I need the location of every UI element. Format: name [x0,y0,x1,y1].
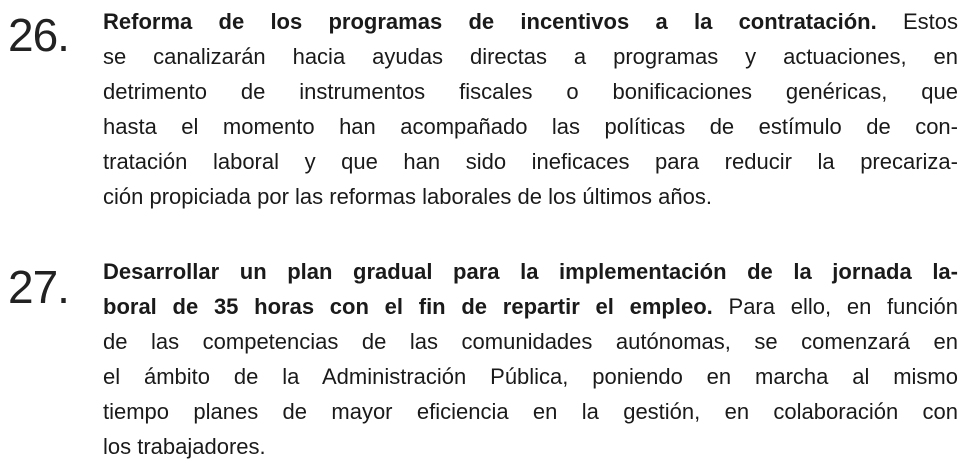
line-text: Estos [876,9,958,34]
text-line: ción propiciada por las reformas laborales de los últimos años. [103,184,712,209]
text-line: los trabajadores. [103,434,266,459]
text-line: detrimento de instrumentos fiscales o bonificaciones genéricas, que [103,79,958,104]
item-text [103,254,958,464]
item-heading: boral de 35 horas con el fin de repartir el empleo. [103,294,713,319]
text-line: se canalizarán hacia ayudas directas a programas y actuaciones, en [103,44,958,69]
text-line [103,289,958,324]
text-line: tiempo planes de mayor eficiencia en la gestión, en colaboración con [103,399,958,424]
text-line [103,254,958,289]
item-text [103,4,958,214]
text-line: tratación laboral y que han sido ineficaces para reducir la precariza- [103,149,958,174]
text-line [103,4,958,39]
item-number: 26. [8,9,69,61]
item-heading: Desarrollar un plan gradual para la implementación de la jornada la- [103,259,958,284]
item-heading: Reforma de los programas de incentivos a la contratación. [103,9,877,34]
text-line: de las competencias de las comunidades autónomas, se comenzará en [103,329,958,354]
text-line: el ámbito de la Administración Pública, poniendo en marcha al mismo [103,364,958,389]
item-number: 27. [8,261,69,313]
text-line: hasta el momento han acompañado las políticas de estímulo de con- [103,114,958,139]
line-text: Para ello, en función [712,294,958,319]
